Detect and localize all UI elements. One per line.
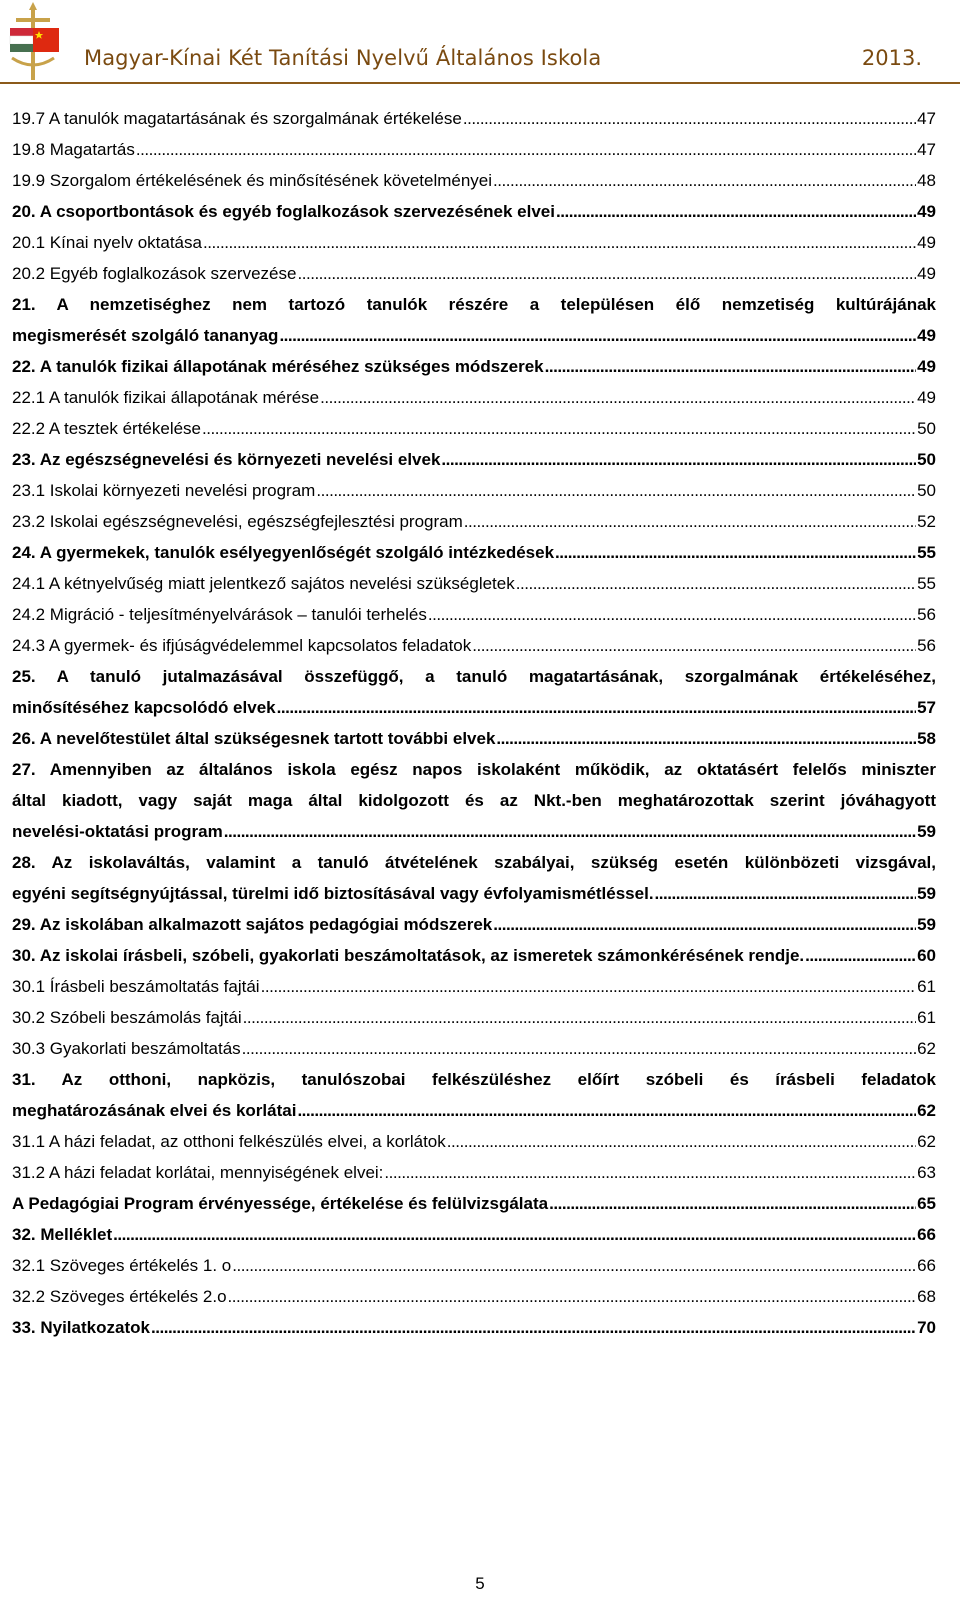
toc-entry[interactable]: [12, 1033, 936, 1064]
dot-leader: [297, 1095, 916, 1126]
toc-entry-title: 22.2 A tesztek értékelése: [12, 419, 202, 438]
dot-leader: [472, 630, 916, 661]
toc-entry-title: egyéni segítségnyújtással, türelmi idő biztosításával vagy évfolyamismétléssel.: [12, 884, 654, 903]
toc-entry-page: 49: [917, 264, 936, 283]
toc-entry-title: 20.1 Kínai nyelv oktatása: [12, 233, 202, 252]
toc-entry-title: 30.1 Írásbeli beszámoltatás fajtái: [12, 977, 260, 996]
toc-entry-title: 23.1 Iskolai környezeti nevelési program: [12, 481, 316, 500]
dot-leader: [447, 1126, 916, 1157]
header-year: 2013.: [861, 46, 922, 70]
dot-leader: [463, 103, 916, 134]
toc-entry-title: megismerését szolgáló tananyag: [12, 326, 279, 345]
toc-entry-title-line: 25. A tanuló jutalmazásával összefüggő, a tanuló magatartásának, szorgalmának értékeléséhez,: [12, 667, 936, 686]
toc-entry-title: 30. Az iskolai írásbeli, szóbeli, gyakorlati beszámoltatások, az ismeretek számonkérésének rendje.: [12, 946, 805, 965]
toc-entry[interactable]: [12, 537, 936, 568]
toc-entry-title: 32.2 Szöveges értékelés 2.o: [12, 1287, 227, 1306]
toc-entry-page: 61: [917, 977, 936, 996]
toc-entry-page: 49: [917, 388, 936, 407]
toc-entry[interactable]: [12, 134, 936, 165]
toc-entry-title: 30.2 Szóbeli beszámolás fajtái: [12, 1008, 242, 1027]
dot-leader: [556, 196, 916, 227]
toc-entry-title: minősítéséhez kapcsolódó elvek: [12, 698, 276, 717]
toc-entry-page: 62: [917, 1101, 936, 1120]
toc-entry-page: 63: [917, 1163, 936, 1182]
toc-entry-page: 55: [917, 574, 936, 593]
toc-entry-page: 66: [917, 1256, 936, 1275]
dot-leader: [316, 475, 916, 506]
toc-entry-title-line: 31. Az otthoni, napközis, tanulószobai felkészüléshez előírt szóbeli és írásbeli feladatok: [12, 1070, 936, 1089]
toc-entry[interactable]: [12, 971, 936, 1002]
toc-entry[interactable]: [12, 1157, 936, 1188]
dot-leader: [279, 320, 916, 351]
toc-entry-title: 22. A tanulók fizikai állapotának méréséhez szükséges módszerek: [12, 357, 544, 376]
toc-entry-title: 23. Az egészségnevelési és környezeti nevelési elvek: [12, 450, 441, 469]
dot-leader: [228, 1281, 917, 1312]
toc-entry-title: 32. Melléklet: [12, 1225, 113, 1244]
toc-entry-page: 70: [917, 1318, 936, 1337]
dot-leader: [516, 568, 916, 599]
page-number: 5: [475, 1574, 485, 1593]
toc-entry[interactable]: [12, 1312, 936, 1343]
toc-entry[interactable]: [12, 351, 936, 382]
toc-entry-title: 19.7 A tanulók magatartásának és szorgalmának értékelése: [12, 109, 462, 128]
toc-entry[interactable]: [12, 1126, 936, 1157]
toc-entry-page: 59: [917, 915, 936, 934]
toc-entry-page: 60: [917, 946, 936, 965]
toc-entry[interactable]: [12, 382, 936, 413]
toc-entry-title: 24.3 A gyermek- és ifjúságvédelemmel kapcsolatos feladatok: [12, 636, 472, 655]
toc-entry[interactable]: [12, 568, 936, 599]
toc-entry-page: 47: [917, 109, 936, 128]
toc-entry-title: 31.2 A házi feladat korlátai, mennyiségének elvei:: [12, 1163, 384, 1182]
toc-entry-title: nevelési-oktatási program: [12, 822, 223, 841]
toc-entry-title: 23.2 Iskolai egészségnevelési, egészségfejlesztési program: [12, 512, 463, 531]
toc-entry-title-line: 27. Amennyiben az általános iskola egész napos iskolaként működik, az oktatásért felelős miniszter: [12, 760, 936, 779]
dot-leader: [151, 1312, 916, 1343]
toc-entry[interactable]: [12, 1250, 936, 1281]
toc-entry-title-line: 21. A nemzetiséghez nem tartozó tanulók részére a településen élő nemzetiség kultúrájának: [12, 295, 936, 314]
toc-entry-page: 49: [917, 233, 936, 252]
dot-leader: [232, 1250, 916, 1281]
dot-leader: [136, 134, 916, 165]
toc-entry-title-line: által kiadott, vagy saját maga által kidolgozott és az Nkt.-ben meghatározottak szerint jóváhagyott: [12, 791, 936, 810]
toc-entry-page: 55: [917, 543, 936, 562]
toc-entry-page: 66: [917, 1225, 936, 1244]
dot-leader: [384, 1157, 916, 1188]
toc-entry-title: 20.2 Egyéb foglalkozások szervezése: [12, 264, 297, 283]
toc-entry[interactable]: [12, 909, 936, 940]
toc-entry[interactable]: [12, 258, 936, 289]
toc-entry-page: 50: [917, 450, 936, 469]
toc-entry[interactable]: [12, 1281, 936, 1312]
toc-entry-page: 59: [917, 822, 936, 841]
toc-entry[interactable]: [12, 1188, 936, 1219]
dot-leader: [555, 537, 916, 568]
toc-entry-page: 49: [917, 202, 936, 221]
dot-leader: [202, 413, 916, 444]
toc-entry[interactable]: [12, 723, 936, 754]
dot-leader: [113, 1219, 916, 1250]
toc-entry[interactable]: [12, 661, 936, 723]
dot-leader: [655, 878, 917, 909]
dot-leader: [297, 258, 916, 289]
dot-leader: [545, 351, 916, 382]
toc-entry-title: 30.3 Gyakorlati beszámoltatás: [12, 1039, 241, 1058]
dot-leader: [428, 599, 916, 630]
toc-entry-title: 33. Nyilatkozatok: [12, 1318, 150, 1337]
toc-entry[interactable]: [12, 1064, 936, 1126]
toc-entry-title: 31.1 A házi feladat, az otthoni felkészülés elvei, a korlátok: [12, 1132, 446, 1151]
toc-entry-title: 19.9 Szorgalom értékelésének és minősítésének követelményei: [12, 171, 493, 190]
dot-leader: [549, 1188, 916, 1219]
toc-entry[interactable]: [12, 506, 936, 537]
dot-leader: [224, 816, 916, 847]
toc-entry[interactable]: [12, 754, 936, 847]
toc-entry-page: 62: [917, 1039, 936, 1058]
toc-entry[interactable]: [12, 165, 936, 196]
dot-leader: [261, 971, 916, 1002]
toc-entry-page: 47: [917, 140, 936, 159]
toc-entry[interactable]: [12, 599, 936, 630]
dot-leader: [496, 723, 916, 754]
toc-entry-page: 57: [917, 698, 936, 717]
toc-entry-page: 59: [917, 884, 936, 903]
toc-entry-page: 68: [917, 1287, 936, 1306]
table-of-contents: [12, 103, 936, 1343]
toc-entry-title: 22.1 A tanulók fizikai állapotának mérése: [12, 388, 320, 407]
toc-entry[interactable]: [12, 289, 936, 351]
toc-entry-page: 49: [917, 357, 936, 376]
toc-entry-title: 20. A csoportbontások és egyéb foglalkozások szervezésének elvei: [12, 202, 555, 221]
toc-entry-page: 61: [917, 1008, 936, 1027]
toc-entry-page: 58: [917, 729, 936, 748]
toc-entry-page: 50: [917, 419, 936, 438]
dot-leader: [277, 692, 916, 723]
toc-entry[interactable]: [12, 444, 936, 475]
toc-entry[interactable]: [12, 1002, 936, 1033]
toc-entry[interactable]: [12, 940, 936, 971]
dot-leader: [493, 909, 916, 940]
toc-entry-page: 65: [917, 1194, 936, 1213]
toc-entry[interactable]: [12, 847, 936, 909]
dot-leader: [320, 382, 916, 413]
toc-entry-title: 24.1 A kétnyelvűség miatt jelentkező sajátos nevelési szükségletek: [12, 574, 515, 593]
toc-entry-title-line: 28. Az iskolaváltás, valamint a tanuló átvételének szabályai, szükség esetén különbözeti vizsgával,: [12, 853, 936, 872]
dot-leader: [493, 165, 916, 196]
toc-entry-title: meghatározásának elvei és korlátai: [12, 1101, 297, 1120]
toc-entry[interactable]: [12, 475, 936, 506]
page-header: [0, 0, 960, 84]
toc-entry-page: 52: [917, 512, 936, 531]
toc-entry-page: 48: [917, 171, 936, 190]
toc-entry-title: 19.8 Magatartás: [12, 140, 135, 159]
toc-entry-page: 50: [917, 481, 936, 500]
toc-entry-title: 24.2 Migráció - teljesítményelvárások – tanulói terhelés: [12, 605, 427, 624]
dot-leader: [203, 227, 916, 258]
toc-entry-title: A Pedagógiai Program érvényessége, értékelése és felülvizsgálata: [12, 1194, 549, 1213]
school-logo-icon: [4, 2, 62, 82]
toc-entry-page: 56: [917, 605, 936, 624]
toc-entry-title: 32.1 Szöveges értékelés 1. o: [12, 1256, 232, 1275]
dot-leader: [441, 444, 916, 475]
school-name: Magyar-Kínai Két Tanítási Nyelvű Általános Iskola: [84, 46, 602, 70]
toc-entry-title: 26. A nevelőtestület által szükségesnek tartott további elvek: [12, 729, 496, 748]
dot-leader: [805, 940, 916, 971]
toc-entry[interactable]: [12, 196, 936, 227]
dot-leader: [243, 1002, 916, 1033]
toc-entry-title: 29. Az iskolában alkalmazott sajátos pedagógiai módszerek: [12, 915, 493, 934]
dot-leader: [242, 1033, 916, 1064]
toc-entry[interactable]: [12, 227, 936, 258]
toc-entry[interactable]: [12, 1219, 936, 1250]
toc-entry-title: 24. A gyermekek, tanulók esélyegyenlőségét szolgáló intézkedések: [12, 543, 555, 562]
toc-entry[interactable]: [12, 103, 936, 134]
toc-entry[interactable]: [12, 630, 936, 661]
toc-entry[interactable]: [12, 413, 936, 444]
toc-entry-page: 56: [917, 636, 936, 655]
toc-entry-page: 49: [917, 326, 936, 345]
toc-entry-page: 62: [917, 1132, 936, 1151]
dot-leader: [464, 506, 916, 537]
